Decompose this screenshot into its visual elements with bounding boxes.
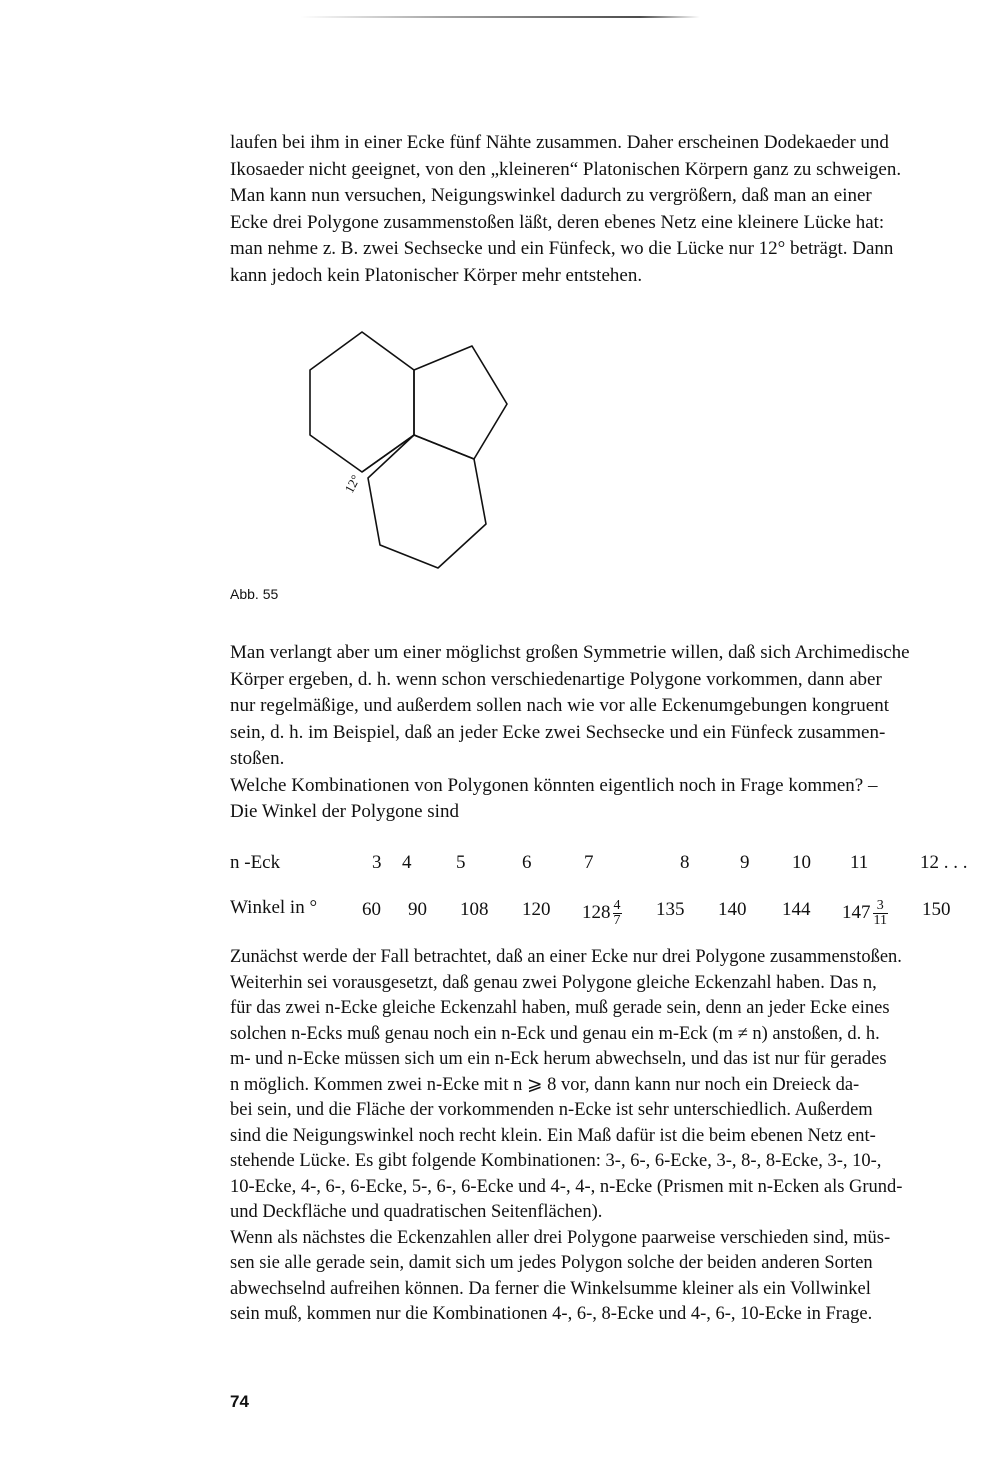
text-line: Welche Kombinationen von Polygonen könnten eigentlich noch in Frage kommen? –: [230, 774, 878, 796]
text-line: sen sie alle gerade sein, damit sich um jedes Polygon solche der beiden anderen Sorten: [230, 1253, 873, 1273]
table-cell-angle: [362, 899, 381, 921]
angle-fraction: [873, 899, 888, 928]
text-line: n möglich. Kommen zwei n-Ecke mit n ⩾ 8 vor, dann kann nur noch ein Dreieck da-: [230, 1074, 860, 1095]
text-line: und Deckfläche und quadratischen Seitenflächen).: [230, 1202, 603, 1222]
table-cell-angle: [656, 899, 685, 921]
text-line: man nehme z. B. zwei Sechsecke und ein Fünfeck, wo die Lücke nur 12° beträgt. Dann: [230, 238, 894, 259]
hexagon-top: [310, 332, 414, 472]
text-line: nur regelmäßige, und außerdem sollen nach wie vor alle Eckenumgebungen kongruent: [230, 695, 889, 716]
page-number: 74: [230, 1392, 249, 1411]
table-cell-angle: [718, 899, 747, 921]
fraction-denominator: 7: [613, 913, 621, 928]
table-cell-n: 4: [402, 852, 412, 873]
angle-whole: 140: [718, 899, 747, 920]
pentagon: [414, 346, 507, 459]
text-line: Ikosaeder nicht geeignet, von den „kleineren“ Platonischen Körpern ganz zu schweigen.: [230, 158, 902, 180]
table-cell-angle: [922, 899, 951, 921]
table-cell-angle: [522, 899, 551, 921]
table-cell-n: 12 . . .: [920, 852, 968, 873]
text-line: für das zwei n-Ecke gleiche Eckenzahl haben, muß gerade sein, denn an jeder Ecke eines: [230, 998, 890, 1018]
table-cell-n: 10: [792, 852, 811, 873]
angle-whole: 144: [782, 899, 811, 920]
paragraph-symmetry: [230, 640, 965, 826]
text-line: solchen n-Ecks muß genau noch ein n-Eck und genau ein m-Eck (m ≠ n) anstoßen, d. h.: [230, 1023, 880, 1044]
text-line: Ecke drei Polygone zusammenstoßen läßt, deren ebenes Netz eine kleinere Lücke hat:: [230, 211, 885, 233]
angle-whole: 90: [408, 899, 427, 920]
fraction-denominator: 11: [873, 913, 887, 928]
angle-label-12-degrees: 12°: [341, 472, 364, 496]
text-line: stehende Lücke. Es gibt folgende Kombinationen: 3-, 6-, 6-Ecke, 3-, 8-, 8-Ecke, 3-, 10-,: [230, 1151, 882, 1171]
paragraph-intro: [230, 130, 965, 289]
figure-polygon-net: [290, 320, 530, 590]
table-cell-n: 7: [584, 852, 594, 873]
table-cell-angle: [408, 899, 427, 921]
angle-whole: 135: [656, 899, 685, 920]
table-cell-n: 9: [740, 852, 750, 873]
text-line: sein muß, kommen nur die Kombinationen 4-, 6-, 8-Ecke und 4-, 6-, 10-Ecke in Frage.: [230, 1304, 873, 1324]
angle-whole: 150: [922, 899, 951, 920]
text-line: Die Winkel der Polygone sind: [230, 801, 459, 822]
text-line: kann jedoch kein Platonischer Körper mehr entstehen.: [230, 264, 643, 286]
gap-edge: [362, 435, 414, 472]
table-row-label-n: n -Eck: [230, 852, 281, 873]
text-line: 10-Ecke, 4-, 6-, 6-Ecke, 5-, 6-, 6-Ecke und 4-, 4-, n-Ecke (Prismen mit n-Ecken als Grund-: [230, 1176, 903, 1197]
table-cell-n: 3: [372, 852, 382, 873]
table-cell-n: 6: [522, 852, 532, 873]
scan-artifact-line: [300, 16, 700, 18]
angle-fraction: [613, 899, 622, 928]
text-line: laufen bei ihm in einer Ecke fünf Nähte zusammen. Daher erscheinen Dodekaeder und: [230, 132, 889, 153]
angle-whole: 147: [842, 901, 871, 923]
angle-whole: 120: [522, 899, 551, 920]
table-cell-angle: [782, 899, 811, 921]
text-line: Man verlangt aber um einer möglichst großen Symmetrie willen, daß sich Archimedische: [230, 642, 910, 663]
angle-whole: 60: [362, 899, 381, 920]
table-cell-angle: [842, 899, 888, 928]
text-line: sein, d. h. im Beispiel, daß an jeder Ecke zwei Sechsecke und ein Fünfeck zusammen-: [230, 721, 886, 743]
paragraph-combinations: [230, 945, 965, 1328]
table-row-label-angle: Winkel in °: [230, 897, 318, 918]
polygon-angle-table: [230, 850, 990, 940]
fraction-numerator: 3: [873, 899, 888, 914]
table-cell-n: 5: [456, 852, 466, 873]
text-line: bei sein, und die Fläche der vorkommenden n-Ecke ist sehr unterschiedlich. Außerdem: [230, 1100, 873, 1120]
text-line: m- und n-Ecke müssen sich um ein n-Eck herum abwechseln, und das ist nur für gerades: [230, 1049, 887, 1069]
figure-caption: Abb. 55: [230, 586, 279, 602]
text-line: Man kann nun versuchen, Neigungswinkel dadurch zu vergrößern, daß man an einer: [230, 185, 872, 206]
table-cell-n: 8: [680, 852, 690, 873]
text-line: Wenn als nächstes die Eckenzahlen aller drei Polygone paarweise verschieden sind, müs-: [230, 1227, 891, 1248]
table-cell-angle: [582, 899, 622, 928]
text-line: stoßen.: [230, 748, 285, 769]
text-line: sind die Neigungswinkel noch recht klein. Ein Maß dafür ist die beim ebenen Netz ent-: [230, 1125, 876, 1146]
text-line: abwechselnd aufreihen können. Da ferner die Winkelsumme kleiner als ein Vollwinkel: [230, 1278, 871, 1299]
angle-whole: 108: [460, 899, 489, 920]
fraction-numerator: 4: [613, 898, 621, 913]
angle-whole: 128: [582, 901, 611, 923]
text-line: Weiterhin sei vorausgesetzt, daß genau zwei Polygone gleiche Eckenzahl haben. Das n,: [230, 972, 877, 993]
table-cell-n: 11: [850, 852, 869, 873]
text-line: Körper ergeben, d. h. wenn schon verschiedenartige Polygone vorkommen, dann aber: [230, 668, 882, 690]
table-cell-angle: [460, 899, 489, 921]
polygon-net-diagram: [290, 320, 530, 590]
text-line: Zunächst werde der Fall betrachtet, daß an einer Ecke nur drei Polygone zusammenstoßen.: [230, 947, 902, 967]
